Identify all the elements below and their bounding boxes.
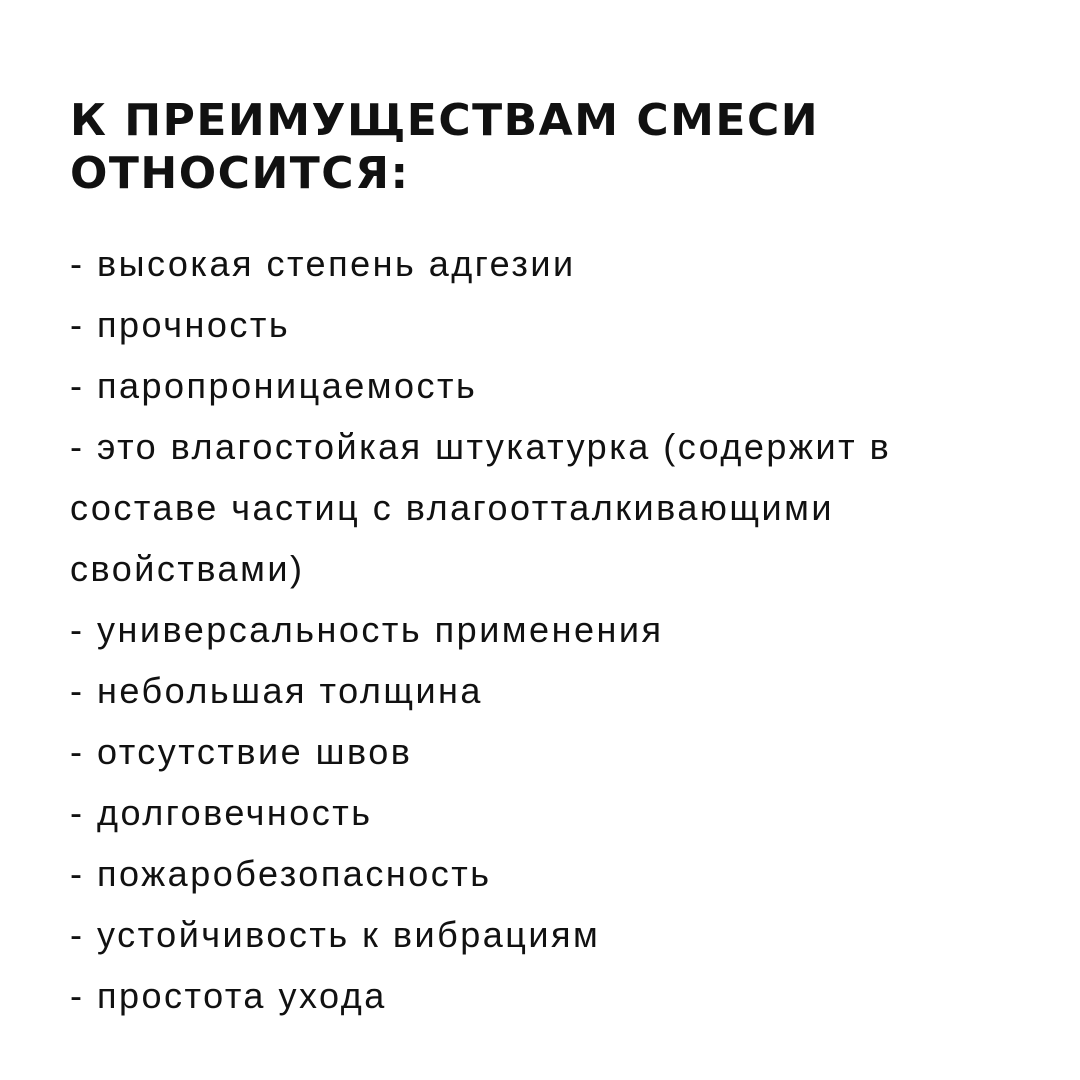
list-item-durability: - долговечность — [70, 792, 373, 833]
list-item-easy-care: - простота ухода — [70, 975, 387, 1016]
list-item-strength: - прочность — [70, 304, 291, 345]
list-item-versatility: - универсальность применения — [70, 609, 664, 650]
page-title — [70, 94, 1030, 200]
list-item-moisture-resistant-cont-1: составе частиц с влагоотталкивающими — [70, 487, 834, 528]
list-item-moisture-resistant-cont-2: свойствами) — [70, 548, 305, 589]
list-item-no-seams: - отсутствие швов — [70, 731, 413, 772]
list-item-vibration-resistance: - устойчивость к вибрациям — [70, 914, 601, 955]
list-item-moisture-resistant: - это влагостойкая штукатурка (содержит в — [70, 426, 892, 467]
advantages-list — [70, 233, 1030, 1026]
list-item-small-thickness: - небольшая толщина — [70, 670, 483, 711]
title-line-2: ОТНОСИТСЯ: — [70, 148, 410, 199]
list-item-adhesion: - высокая степень адгезии — [70, 243, 576, 284]
title-line-1: К ПРЕИМУЩЕСТВАМ СМЕСИ — [70, 95, 820, 146]
list-item-fire-safety: - пожаробезопасность — [70, 853, 492, 894]
list-item-vapor-permeability: - паропроницаемость — [70, 365, 478, 406]
